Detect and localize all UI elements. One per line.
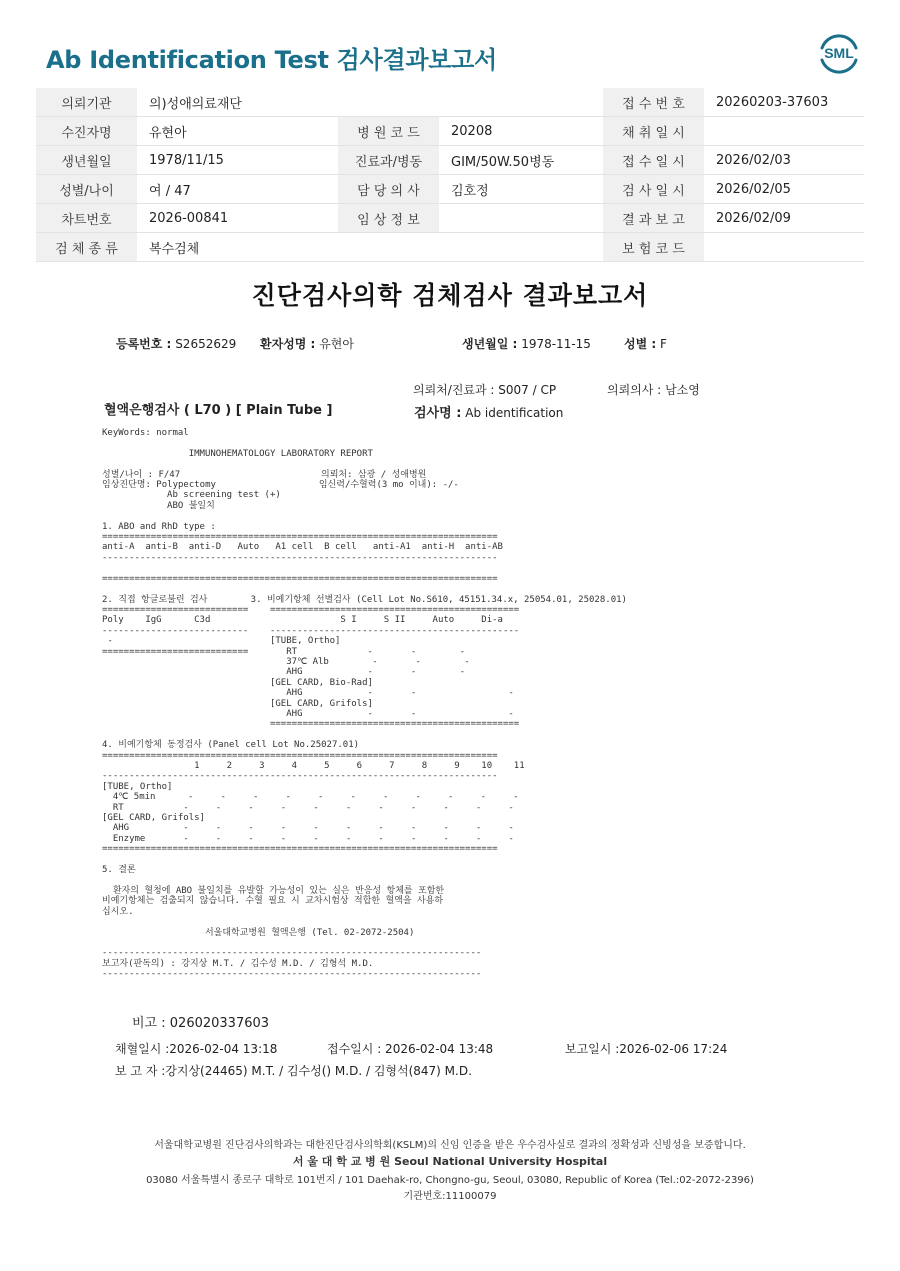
info-label: 성별/나이 — [36, 175, 137, 204]
info-label: 보 험 코 드 — [603, 233, 704, 262]
info-row — [36, 233, 864, 262]
sml-logo-icon — [816, 30, 862, 76]
footer-address: 03080 서울특별시 종로구 대학로 101번지 / 101 Daehak-ro, Chongno-gu, Seoul, 03080, Republic of Korea (Tel.:02-2072-2396) — [146, 1175, 754, 1186]
exam-name: 검사명 : Ab identification — [414, 406, 564, 421]
exam-group: 혈액은행검사 ( L70 ) [ Plain Tube ] — [104, 403, 333, 418]
birth-date: 생년월일 : 1978-11-15 — [462, 337, 591, 351]
report-heading: 진단검사의학 검체검사 결과보고서 — [251, 281, 649, 310]
footer-hospital-name: 서 울 대 학 교 병 원 Seoul National University Hospital — [292, 1155, 608, 1168]
registration-number: 등록번호 : S2652629 — [116, 337, 237, 351]
patient-info-table — [36, 88, 864, 262]
info-label: 병 원 코 드 — [338, 117, 439, 146]
patient-name: 환자성명 : 유현아 — [260, 337, 354, 351]
patient-sex: 성별 : F — [624, 337, 667, 351]
info-label — [338, 233, 439, 262]
info-value: 2026/02/09 — [704, 204, 864, 233]
info-value — [704, 233, 864, 262]
info-value: 2026-00841 — [137, 204, 338, 233]
info-label: 임 상 정 보 — [338, 204, 439, 233]
page-title: Ab Identification Test 검사결과보고서 — [46, 46, 497, 74]
info-value: 2026/02/03 — [704, 146, 864, 175]
info-value — [439, 204, 603, 233]
receipt-datetime: 접수일시 : 2026-02-04 13:48 — [327, 1042, 494, 1056]
info-label — [338, 88, 439, 117]
info-label: 결 과 보 고 — [603, 204, 704, 233]
info-label: 접 수 일 시 — [603, 146, 704, 175]
info-value: GIM/50W.50병동 — [439, 146, 603, 175]
info-value: 유현아 — [137, 117, 338, 146]
info-value — [439, 233, 603, 262]
remarks-note: 비고 : 026020337603 — [132, 1016, 270, 1031]
footer-accreditation: 서울대학교병원 진단검사의학과는 대한진단검사의학회(KSLM)의 신임 인증을 받은 우수검사실로 결과의 정확성과 신빙성을 보증합니다. — [154, 1140, 746, 1151]
info-label: 채 취 일 시 — [603, 117, 704, 146]
referring-department: 의뢰처/진료과 : S007 / CP — [413, 383, 557, 397]
reporter: 보 고 자 :강지상(24465) M.T. / 김수성() M.D. / 김형석(847) M.D. — [115, 1064, 472, 1078]
info-value: 의)성애의료재단 — [137, 88, 338, 117]
referring-doctor: 의뢰의사 : 남소영 — [607, 383, 700, 397]
info-label: 접 수 번 호 — [603, 88, 704, 117]
collection-datetime: 채혈일시 :2026-02-04 13:18 — [115, 1042, 278, 1056]
info-row — [36, 88, 864, 117]
info-value: 20260203-37603 — [704, 88, 864, 117]
info-row — [36, 117, 864, 146]
info-label: 담 당 의 사 — [338, 175, 439, 204]
info-row — [36, 204, 864, 233]
logo-text: SML — [824, 45, 854, 61]
info-value — [439, 88, 603, 117]
info-label: 차트번호 — [36, 204, 137, 233]
info-row — [36, 146, 864, 175]
footer-institution-code: 기관번호:11100079 — [403, 1191, 497, 1202]
info-label: 검 사 일 시 — [603, 175, 704, 204]
info-value: 복수검체 — [137, 233, 338, 262]
info-value — [704, 117, 864, 146]
info-label: 생년월일 — [36, 146, 137, 175]
report-datetime: 보고일시 :2026-02-06 17:24 — [565, 1042, 728, 1056]
info-label: 의뢰기관 — [36, 88, 137, 117]
info-row — [36, 175, 864, 204]
info-value: 여 / 47 — [137, 175, 338, 204]
info-value: 1978/11/15 — [137, 146, 338, 175]
lab-report-text: KeyWords: normal IMMUNOHEMATOLOGY LABORATORY REPORT 성별/나이 : F/47 의뢰처: 삼광 / 성애병원 임상진단명: Polypectomy 임신력/수혈력(3 mo 이내): -/- Ab screening test (+) ABO 불일치 1. ABO and RhD type : ========================================================================= anti-A anti-B anti-D Auto A1 cell B cell anti-A1 anti-H anti-AB ------------------------------------------------------------------------- ========================================================================= 2. 직접 항글로불린 검사 3. 비예기항체 선별검사 (Cell Lot No.S610, 45151.34.x, 25054.01, 25028.01) =========================== ============================================== Poly IgG C3d S I S II Auto Di-a --------------------------- ---------------------------------------------- - [TUBE, Ortho] =========================== RT - - - 37℃ Alb - - - AHG - - - [GEL CARD, Bio-Rad] AHG - - - [GEL CARD, Grifols] AHG - - - ============================================== 4. 비예기항체 동정검사 (Panel cell Lot No.25027.01) ========================================================================= 1 2 3 4 5 6 7 8 9 10 11 ------------------------------------------------------------------------- [TUBE, Ortho] 4℃ 5min - - - - - - - - - - - RT - - - - - - - - - - - [GEL CARD, Grifols] AHG - - - - - - - - - - - Enzyme - - - - - - - - - - - ========================================================================= 5. 결론 환자의 혈청에 ABO 불일치를 유발할 가능성이 있는 실은 반응성 항체를 포함한 비예기항체는 검출되지 않습니다. 수혈 필요 시 교차시험상 적합한 혈액을 사용하 십시오. 서울대학교병원 혈액은행 (Tel. 02-2072-2504) ---------------------------------------------------------------------- 보고자(판독의) : 강지상 M.T. / 김수성 M.D. / 김형석 M.D. ---------------------------------------------------------------------- — [102, 428, 627, 980]
info-label: 검 체 종 류 — [36, 233, 137, 262]
info-value: 20208 — [439, 117, 603, 146]
info-label: 진료과/병동 — [338, 146, 439, 175]
info-value: 2026/02/05 — [704, 175, 864, 204]
info-label: 수진자명 — [36, 117, 137, 146]
info-value: 김호정 — [439, 175, 603, 204]
